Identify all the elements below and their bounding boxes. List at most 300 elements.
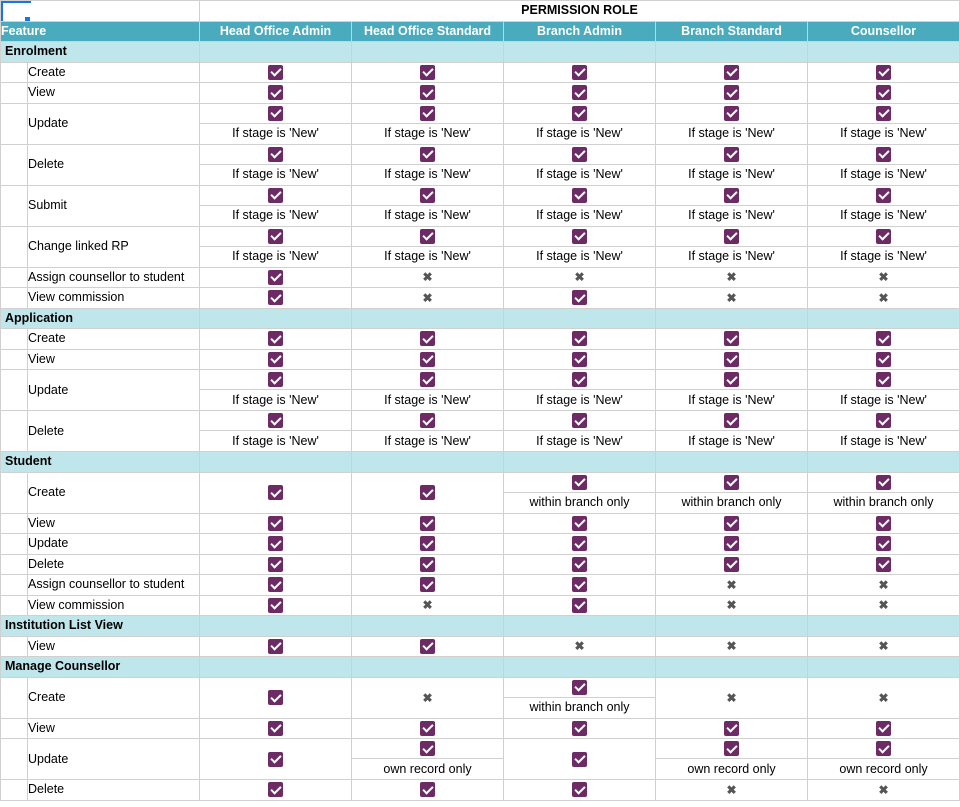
indent-cell	[1, 513, 28, 534]
indent-cell	[1, 554, 28, 575]
section-title: Application	[1, 308, 200, 329]
cross-icon: ✖	[726, 598, 737, 613]
permission-cell	[200, 329, 352, 350]
check-area	[504, 370, 655, 390]
condition-note: If stage is 'New'	[232, 433, 319, 448]
checkbox-checked-icon[interactable]	[420, 188, 435, 203]
cross-icon: ✖	[422, 270, 433, 285]
checkbox-checked-icon[interactable]	[268, 413, 283, 428]
conditional-permission	[352, 370, 503, 410]
feature-label: Change linked RP	[28, 226, 200, 267]
checkbox-checked-icon[interactable]	[572, 557, 587, 572]
conditional-permission	[808, 370, 959, 410]
table-row	[1, 534, 960, 555]
checkbox-checked-icon[interactable]	[572, 372, 587, 387]
feature-label: View	[28, 349, 200, 370]
checkbox-checked-icon[interactable]	[420, 147, 435, 162]
section-row	[1, 452, 960, 473]
permission-cell	[504, 144, 656, 185]
checkbox-checked-icon[interactable]	[876, 147, 891, 162]
checkbox-checked-icon[interactable]	[572, 598, 587, 613]
checkbox-checked-icon[interactable]	[724, 536, 739, 551]
checkbox-checked-icon[interactable]	[268, 485, 283, 500]
checkbox-checked-icon[interactable]	[724, 475, 739, 490]
checkbox-checked-icon[interactable]	[724, 557, 739, 572]
check-area	[504, 678, 655, 698]
check-area	[656, 227, 807, 247]
checkbox-checked-icon[interactable]	[876, 413, 891, 428]
indent-cell	[1, 718, 28, 739]
conditional-permission	[200, 186, 351, 226]
permission-cell	[504, 718, 656, 739]
feature-label: Delete	[28, 554, 200, 575]
indent-cell	[1, 595, 28, 616]
checkbox-checked-icon[interactable]	[268, 782, 283, 797]
permission-cell	[808, 370, 960, 411]
checkbox-checked-icon[interactable]	[268, 536, 283, 551]
condition-note: If stage is 'New'	[536, 249, 623, 263]
checkbox-checked-icon[interactable]	[876, 372, 891, 387]
checkbox-checked-icon[interactable]	[268, 270, 283, 285]
checkbox-checked-icon[interactable]	[420, 721, 435, 736]
permission-cell	[352, 411, 504, 452]
feature-label: Create	[28, 472, 200, 513]
permission-cell	[200, 718, 352, 739]
table-row	[1, 62, 960, 83]
permission-cell	[352, 144, 504, 185]
checkbox-checked-icon[interactable]	[268, 557, 283, 572]
conditional-permission	[808, 186, 959, 226]
permission-cell	[504, 62, 656, 83]
indent-cell	[1, 83, 28, 104]
feature-label: Update	[28, 739, 200, 780]
checkbox-checked-icon[interactable]	[420, 65, 435, 80]
table-row	[1, 739, 960, 780]
condition-note: If stage is 'New'	[688, 167, 775, 181]
checkbox-checked-icon[interactable]	[268, 372, 283, 387]
checkbox-checked-icon[interactable]	[876, 331, 891, 346]
cross-icon: ✖	[878, 782, 889, 797]
conditional-permission	[352, 739, 503, 779]
table-row	[1, 267, 960, 288]
checkbox-checked-icon[interactable]	[724, 721, 739, 736]
checkbox-checked-icon[interactable]	[268, 752, 283, 767]
checkbox-checked-icon[interactable]	[268, 577, 283, 592]
check-area	[656, 370, 807, 390]
checkbox-checked-icon[interactable]	[876, 65, 891, 80]
conditional-permission	[200, 411, 351, 451]
condition-note: If stage is 'New'	[384, 208, 471, 222]
permission-cell	[352, 780, 504, 801]
checkbox-checked-icon[interactable]	[724, 65, 739, 80]
permission-cell	[808, 83, 960, 104]
permission-cell	[352, 329, 504, 350]
permission-cell	[200, 226, 352, 267]
checkbox-checked-icon[interactable]	[572, 413, 587, 428]
checkbox-checked-icon[interactable]	[420, 536, 435, 551]
checkbox-checked-icon[interactable]	[420, 413, 435, 428]
permission-cell	[808, 739, 960, 780]
permission-cell	[504, 226, 656, 267]
conditional-permission	[200, 370, 351, 410]
condition-note: If stage is 'New'	[232, 126, 319, 140]
permission-cell	[200, 575, 352, 596]
permission-cell	[504, 329, 656, 350]
indent-cell	[1, 349, 28, 370]
checkbox-checked-icon[interactable]	[572, 65, 587, 80]
permission-cell	[352, 226, 504, 267]
cross-icon: ✖	[878, 598, 889, 613]
checkbox-checked-icon[interactable]	[420, 372, 435, 387]
table-row	[1, 83, 960, 104]
check-area	[504, 145, 655, 165]
section-row	[1, 42, 960, 63]
checkbox-checked-icon[interactable]	[572, 577, 587, 592]
condition-note: If stage is 'New'	[384, 433, 471, 448]
checkbox-checked-icon[interactable]	[420, 516, 435, 531]
check-area	[352, 186, 503, 206]
condition-note: If stage is 'New'	[232, 208, 319, 222]
permission-cell	[200, 349, 352, 370]
permission-cell	[504, 267, 656, 288]
permission-cell	[808, 103, 960, 144]
condition-note: If stage is 'New'	[536, 392, 623, 407]
feature-label: View	[28, 83, 200, 104]
condition-note: If stage is 'New'	[688, 249, 775, 263]
checkbox-checked-icon[interactable]	[572, 106, 587, 121]
conditional-permission	[352, 145, 503, 185]
check-area	[808, 227, 959, 247]
feature-label: Create	[28, 329, 200, 350]
condition-note: within branch only	[833, 495, 934, 509]
conditional-permission	[504, 370, 655, 410]
checkbox-checked-icon[interactable]	[724, 372, 739, 387]
checkbox-checked-icon[interactable]	[572, 188, 587, 203]
checkbox-checked-icon[interactable]	[268, 290, 283, 305]
permission-cell	[656, 185, 808, 226]
condition-note: own record only	[687, 761, 776, 776]
checkbox-checked-icon[interactable]	[724, 352, 739, 367]
permission-cell	[504, 472, 656, 513]
role-header: Head Office Admin	[200, 21, 352, 42]
permission-cell	[352, 288, 504, 309]
permission-cell	[656, 349, 808, 370]
check-area	[504, 104, 655, 124]
section-blank-cell	[352, 657, 504, 678]
permission-cell	[352, 62, 504, 83]
permission-cell	[808, 185, 960, 226]
permission-cell	[352, 513, 504, 534]
indent-cell	[1, 144, 28, 185]
checkbox-checked-icon[interactable]	[724, 147, 739, 162]
indent-cell	[1, 739, 28, 780]
permission-cell	[504, 739, 656, 780]
section-blank-cell	[656, 42, 808, 63]
checkbox-checked-icon[interactable]	[724, 106, 739, 121]
checkbox-checked-icon[interactable]	[268, 65, 283, 80]
table-row	[1, 411, 960, 452]
checkbox-checked-icon[interactable]	[572, 516, 587, 531]
checkbox-checked-icon[interactable]	[268, 598, 283, 613]
table-row	[1, 513, 960, 534]
permission-cell	[352, 595, 504, 616]
checkbox-checked-icon[interactable]	[724, 516, 739, 531]
indent-cell	[1, 370, 28, 411]
checkbox-checked-icon[interactable]	[572, 290, 587, 305]
checkbox-checked-icon[interactable]	[724, 229, 739, 244]
section-blank-cell	[352, 616, 504, 637]
feature-label: Update	[28, 370, 200, 411]
indent-cell	[1, 636, 28, 657]
checkbox-checked-icon[interactable]	[724, 331, 739, 346]
table-row	[1, 718, 960, 739]
check-area	[504, 411, 655, 431]
cross-icon: ✖	[878, 639, 889, 654]
checkbox-checked-icon[interactable]	[572, 331, 587, 346]
permission-cell	[808, 144, 960, 185]
title-row	[1, 1, 960, 22]
checkbox-checked-icon[interactable]	[268, 188, 283, 203]
condition-note: within branch only	[529, 495, 630, 509]
table-row	[1, 349, 960, 370]
permission-cell	[656, 411, 808, 452]
permission-cell	[200, 739, 352, 780]
permission-cell	[200, 267, 352, 288]
permission-cell	[200, 370, 352, 411]
checkbox-checked-icon[interactable]	[420, 229, 435, 244]
permission-cell	[656, 575, 808, 596]
permission-cell	[352, 370, 504, 411]
checkbox-checked-icon[interactable]	[268, 331, 283, 346]
permission-cell	[504, 554, 656, 575]
conditional-permission	[504, 145, 655, 185]
checkbox-checked-icon[interactable]	[876, 516, 891, 531]
checkbox-checked-icon[interactable]	[724, 413, 739, 428]
check-area	[656, 186, 807, 206]
cross-icon: ✖	[878, 270, 889, 285]
feature-label: Assign counsellor to student	[28, 575, 200, 596]
section-blank-cell	[504, 308, 656, 329]
check-area	[352, 104, 503, 124]
checkbox-checked-icon[interactable]	[572, 352, 587, 367]
permission-cell	[200, 83, 352, 104]
indent-cell	[1, 185, 28, 226]
table-row	[1, 677, 960, 718]
feature-label: Delete	[28, 780, 200, 801]
permission-cell	[808, 677, 960, 718]
condition-note: within branch only	[681, 495, 782, 509]
cross-icon: ✖	[726, 577, 737, 592]
section-blank-cell	[352, 42, 504, 63]
section-blank-cell	[200, 616, 352, 637]
permission-cell	[808, 472, 960, 513]
feature-label: Delete	[28, 144, 200, 185]
check-area	[352, 411, 503, 431]
permission-cell	[808, 718, 960, 739]
check-area	[656, 739, 807, 759]
condition-note: If stage is 'New'	[384, 392, 471, 407]
permission-cell	[352, 677, 504, 718]
permission-cell	[200, 411, 352, 452]
checkbox-checked-icon[interactable]	[268, 721, 283, 736]
checkbox-checked-icon[interactable]	[724, 188, 739, 203]
permission-cell	[200, 534, 352, 555]
checkbox-checked-icon[interactable]	[268, 516, 283, 531]
feature-label: View	[28, 513, 200, 534]
conditional-permission	[656, 186, 807, 226]
section-row	[1, 657, 960, 678]
permission-cell	[656, 370, 808, 411]
condition-note: If stage is 'New'	[384, 249, 471, 263]
permission-cell	[352, 636, 504, 657]
permission-cell	[352, 575, 504, 596]
checkbox-checked-icon[interactable]	[876, 85, 891, 100]
checkbox-checked-icon[interactable]	[420, 639, 435, 654]
permission-cell	[200, 103, 352, 144]
feature-label: View commission	[28, 288, 200, 309]
permission-cell	[504, 575, 656, 596]
checkbox-checked-icon[interactable]	[268, 352, 283, 367]
permission-cell	[504, 513, 656, 534]
permission-cell	[504, 103, 656, 144]
conditional-permission	[352, 411, 503, 451]
checkbox-checked-icon[interactable]	[876, 352, 891, 367]
table-row	[1, 780, 960, 801]
checkbox-checked-icon[interactable]	[268, 85, 283, 100]
section-blank-cell	[200, 452, 352, 473]
checkbox-checked-icon[interactable]	[572, 536, 587, 551]
permission-cell	[504, 411, 656, 452]
feature-label: View commission	[28, 595, 200, 616]
permission-cell	[200, 554, 352, 575]
permission-cell	[808, 288, 960, 309]
checkbox-checked-icon[interactable]	[876, 536, 891, 551]
checkbox-checked-icon[interactable]	[420, 352, 435, 367]
permission-cell	[808, 575, 960, 596]
checkbox-checked-icon[interactable]	[420, 577, 435, 592]
permission-cell	[808, 554, 960, 575]
role-header: Branch Standard	[656, 21, 808, 42]
table-row	[1, 103, 960, 144]
check-area	[808, 104, 959, 124]
checkbox-checked-icon[interactable]	[724, 85, 739, 100]
table-row	[1, 226, 960, 267]
section-blank-cell	[656, 616, 808, 637]
permission-cell	[656, 739, 808, 780]
condition-note: If stage is 'New'	[232, 249, 319, 263]
checkbox-checked-icon[interactable]	[876, 188, 891, 203]
checkbox-checked-icon[interactable]	[572, 721, 587, 736]
checkbox-checked-icon[interactable]	[268, 229, 283, 244]
checkbox-checked-icon[interactable]	[572, 680, 587, 695]
feature-label: View	[28, 636, 200, 657]
role-header: Branch Admin	[504, 21, 656, 42]
permission-cell	[808, 513, 960, 534]
check-area	[504, 186, 655, 206]
checkbox-checked-icon[interactable]	[876, 721, 891, 736]
indent-cell	[1, 575, 28, 596]
check-area	[200, 411, 351, 431]
checkbox-checked-icon[interactable]	[268, 639, 283, 654]
checkbox-checked-icon[interactable]	[420, 782, 435, 797]
permission-cell	[808, 226, 960, 267]
cross-icon: ✖	[726, 782, 737, 797]
feature-label: Update	[28, 103, 200, 144]
checkbox-checked-icon[interactable]	[268, 690, 283, 705]
permission-cell	[504, 595, 656, 616]
condition-note: own record only	[839, 761, 928, 776]
checkbox-checked-icon[interactable]	[572, 752, 587, 767]
table-row	[1, 185, 960, 226]
permission-cell	[504, 370, 656, 411]
checkbox-checked-icon[interactable]	[420, 485, 435, 500]
selected-cell[interactable]	[1, 1, 200, 22]
cross-icon: ✖	[574, 639, 585, 654]
checkbox-checked-icon[interactable]	[724, 741, 739, 756]
conditional-permission	[808, 473, 959, 513]
conditional-permission	[808, 411, 959, 451]
permission-cell	[200, 288, 352, 309]
permission-cell	[504, 636, 656, 657]
checkbox-checked-icon[interactable]	[876, 229, 891, 244]
permission-cell	[656, 329, 808, 350]
check-area	[352, 370, 503, 390]
checkbox-checked-icon[interactable]	[876, 475, 891, 490]
permission-cell	[656, 103, 808, 144]
section-blank-cell	[504, 657, 656, 678]
checkbox-checked-icon[interactable]	[268, 147, 283, 162]
table-row	[1, 370, 960, 411]
checkbox-checked-icon[interactable]	[572, 147, 587, 162]
section-blank-cell	[504, 42, 656, 63]
section-blank-cell	[504, 452, 656, 473]
checkbox-checked-icon[interactable]	[420, 741, 435, 756]
permission-cell	[200, 185, 352, 226]
check-area	[352, 145, 503, 165]
checkbox-checked-icon[interactable]	[876, 741, 891, 756]
table-row	[1, 288, 960, 309]
permission-cell	[504, 677, 656, 718]
checkbox-checked-icon[interactable]	[572, 475, 587, 490]
check-area	[352, 227, 503, 247]
checkbox-checked-icon[interactable]	[572, 782, 587, 797]
permission-cell	[808, 349, 960, 370]
checkbox-checked-icon[interactable]	[420, 557, 435, 572]
permission-cell	[352, 739, 504, 780]
checkbox-checked-icon[interactable]	[268, 106, 283, 121]
checkbox-checked-icon[interactable]	[572, 85, 587, 100]
condition-note: If stage is 'New'	[232, 167, 319, 181]
conditional-permission	[504, 227, 655, 267]
permission-cell	[352, 103, 504, 144]
conditional-permission	[656, 739, 807, 779]
checkbox-checked-icon[interactable]	[420, 106, 435, 121]
checkbox-checked-icon[interactable]	[420, 331, 435, 346]
conditional-permission	[808, 227, 959, 267]
checkbox-checked-icon[interactable]	[876, 557, 891, 572]
checkbox-checked-icon[interactable]	[420, 85, 435, 100]
permission-cell	[808, 534, 960, 555]
permission-cell	[656, 83, 808, 104]
checkbox-checked-icon[interactable]	[876, 106, 891, 121]
conditional-permission	[656, 473, 807, 513]
indent-cell	[1, 62, 28, 83]
section-blank-cell	[200, 42, 352, 63]
conditional-permission	[504, 473, 655, 513]
cross-icon: ✖	[726, 639, 737, 654]
permission-cell	[656, 677, 808, 718]
checkbox-checked-icon[interactable]	[572, 229, 587, 244]
